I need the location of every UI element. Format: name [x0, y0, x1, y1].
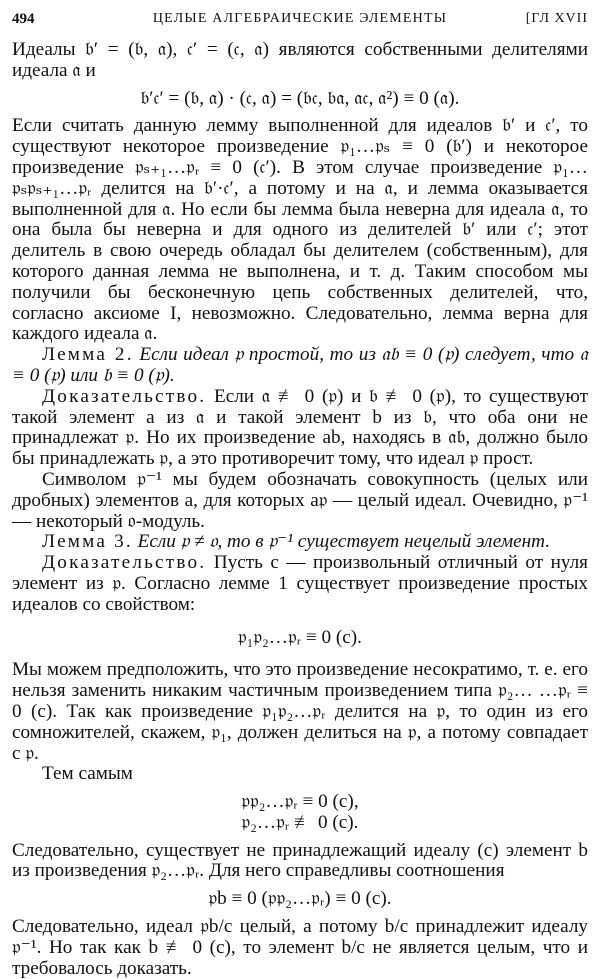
lemma-2-label: Лемма 2.	[42, 344, 134, 366]
paragraph-irreducible: Мы можем предположить, что это произведение несократимо, т. е. его нельзя заменить никаким частичным произведением типа 𝔭₂… …𝔭ᵣ ≡ 0 (c). Так как произведение 𝔭₁𝔭₂…𝔭ᵣ делится на 𝔭, то один из его сомножителей, скажем, 𝔭₁, должен делиться на 𝔭, а потому совпадает с 𝔭.	[12, 659, 588, 764]
paragraph-lemma-argument: Если считать данную лемму выполненной для идеалов 𝔟′ и 𝔠′, то существуют некоторое произведение 𝔭₁…𝔭ₛ ≡ 0 (𝔟′) и некоторое произведение 𝔭ₛ₊₁…𝔭ᵣ ≡ 0 (𝔠′). В этом случае произведение 𝔭₁…𝔭ₛ𝔭ₛ₊₁…𝔭ᵣ делится на 𝔟′·𝔠′, а потому и на 𝔞, и лемма оказывается выполненной для 𝔞. Но если бы лемма была неверна для идеала 𝔞, то она была бы неверна и для одного из делителей 𝔟′ или 𝔠′; этот делитель в свою очередь обладал бы делителем (собственным), для которого данная лемма не выполнена, и т. д. Таким способом мы получили бы бесконечную цепь собственных делителей, что, согласно аксиоме I, невозможно. Следовательно, лемма верна для каждого идеала 𝔞.	[12, 115, 588, 345]
lemma-3	[12, 532, 588, 553]
lemma-3-statement: Если 𝔭 ≠ 𝔬, то в 𝔭⁻¹ существует нецелый элемент.	[137, 531, 550, 553]
proof-2-label: Доказательство.	[42, 552, 207, 574]
formula-product: 𝔟′𝔠′ = (𝔟, 𝔞) · (𝔠, 𝔞) = (𝔟𝔠, 𝔟𝔞, 𝔞𝔠, 𝔞²) ≡ 0 (𝔞).	[140, 87, 460, 109]
paragraph-conclusion: Следовательно, идеал 𝔭b/c целый, а потому b/c принадлежит идеалу 𝔭⁻¹. Но так как b ≢ 0 (c), то элемент b/c не является целым, что и требовалось доказать.	[12, 916, 588, 979]
formula-congruence-a: 𝔭𝔭₂…𝔭ᵣ ≡ 0 (c),	[241, 791, 359, 813]
chapter-label: [ГЛ XVII	[525, 11, 588, 26]
formula-prime-product: 𝔭₁𝔭₂…𝔭ᵣ ≡ 0 (c).	[238, 626, 362, 648]
lemma-2-statement: Если идеал 𝔭 простой, то из 𝔞𝔟 ≡ 0 (𝔭) следует, что 𝔞 ≡ 0 (𝔭) или 𝔟 ≡ 0 (𝔭).	[12, 344, 589, 386]
page-number: 494	[12, 11, 35, 27]
paragraph-ideals: Идеалы 𝔟′ = (𝔟, 𝔞), 𝔠′ = (𝔠, 𝔞) являются собственными делителями идеала 𝔞 и	[12, 39, 588, 81]
proof-2-text: Пусть c — произвольный отличный от нуля элемент из 𝔭. Согласно лемме 1 существует произведение простых идеалов со свойством:	[12, 552, 588, 615]
running-title: ЦЕЛЫЕ АЛГЕБРАИЧЕСКИЕ ЭЛЕМЕНТЫ	[152, 11, 448, 26]
paragraph-element-b: Следовательно, существует не принадлежащий идеалу (c) элемент b из произведения 𝔭₂…𝔭ᵣ. Для него справедливы соотношения	[12, 839, 588, 882]
paragraph-thus: Тем самым	[42, 763, 133, 785]
proof-1-label: Доказательство.	[42, 385, 207, 407]
formula-congruence-b: 𝔭₂…𝔭ᵣ ≢ 0 (c).	[241, 811, 359, 833]
lemma-3-label: Лемма 3.	[42, 531, 133, 553]
proof-lemma-2	[12, 387, 588, 470]
lemma-2	[12, 345, 588, 387]
paragraph-inverse-symbol: Символом 𝔭⁻¹ мы будем обозначать совокупность (целых или дробных) элементов a, для которых a𝔭 — целый идеал. Очевидно, 𝔭⁻¹ — некоторый 𝔬-модуль.	[12, 468, 588, 532]
page-header	[12, 8, 588, 30]
proof-1-text: Если 𝔞 ≢ 0 (𝔭) и 𝔟 ≢ 0 (𝔭), то существуют такой элемент a из 𝔞 и такой элемент b из 𝔟, что оба они не принадлежат 𝔭. Но их произведение ab, находясь в 𝔞𝔟, должно было бы принадлежать 𝔭, а это противоречит тому, что идеал 𝔭 прост.	[12, 385, 589, 470]
page-body	[12, 40, 588, 979]
formula-relations: 𝔭b ≡ 0 (𝔭𝔭₂…𝔭ᵣ) ≡ 0 (c).	[208, 888, 392, 910]
proof-lemma-3	[12, 553, 588, 615]
